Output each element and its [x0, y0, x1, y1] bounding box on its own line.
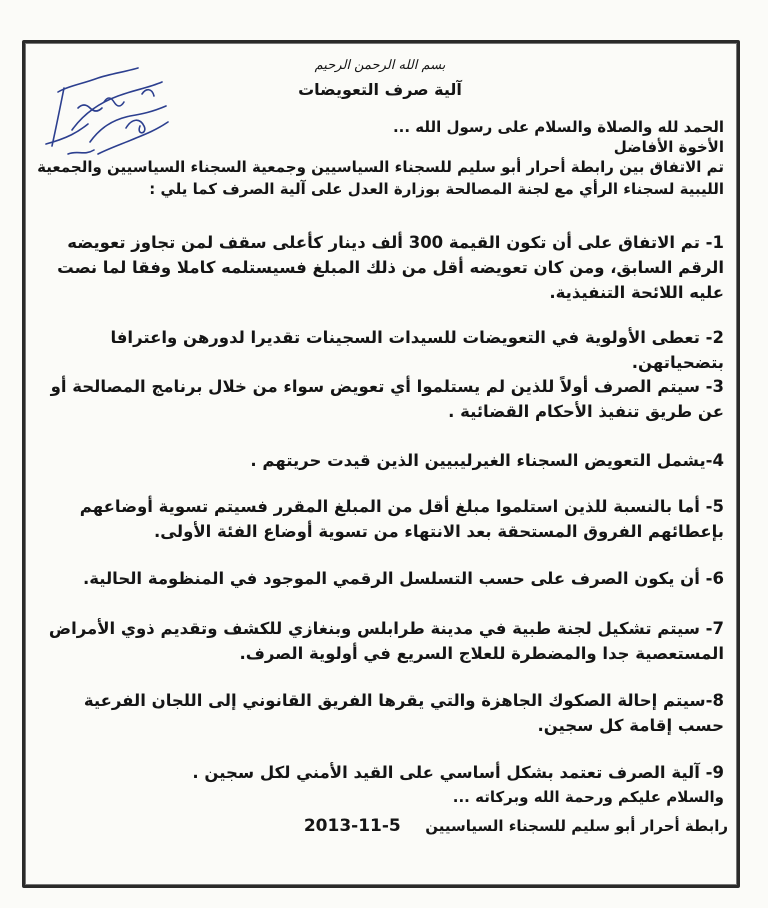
document-title: آلية صرف التعويضات: [298, 80, 462, 99]
list-item-2: 2- تعطى الأولوية في التعويضات للسيدات السجينات تقديرا لدورهن واعترافا بتضحياتهن.: [110, 328, 724, 372]
signature-organization: رابطة أحرار أبو سليم للسجناء السياسيين: [425, 817, 728, 835]
document-date: 2013-11-5: [303, 816, 401, 836]
list-item-7: 7- سيتم تشكيل لجنة طبية في مدينة طرابلس وبنغازي للكشف وتقديم ذوي الأمراض المستعصية جدا والمضطرة للعلاج السريع في أولوية الصرف.: [48, 619, 724, 663]
salutation: الأخوة الأفاضل: [613, 138, 724, 156]
closing-line: والسلام عليكم ورحمة الله وبركاته ...: [452, 788, 724, 806]
list-item-8: 8-سيتم إحالة الصكوك الجاهزة والتي يقرها الفريق القانوني إلى اللجان الفرعية حسب إقامة كل سجين.: [83, 691, 724, 735]
list-item-1: 1- تم الاتفاق على أن تكون القيمة 300 ألف دينار كأعلى سقف لمن تجاوز تعويضه الرقم السابق، ومن كان تعويضه أقل من ذلك المبلغ فسيستلمه كاملا وفقا لما نصت عليه اللائحة التنفيذية.: [57, 233, 724, 302]
list-item-4: 4-يشمل التعويض السجناء الغيرليبيين الذين قيدت حريتهم .: [250, 451, 724, 470]
basmala: بسم الله الرحمن الرحيم: [314, 58, 446, 73]
handwritten-annotation: [38, 58, 188, 168]
list-item-3: 3- سيتم الصرف أولاً للذين لم يستلموا أي تعويض سواء من خلال برنامج المصالحة أو عن طريق تنفيذ الأحكام القضائية .: [50, 377, 724, 421]
intro-paragraph: تم الاتفاق بين رابطة أحرار أبو سليم للسجناء السياسيين وجمعية السجناء السياسيين والجمعية الليبية لسجناء الرأي مع لجنة المصالحة بوزارة العدل على آلية الصرف كما يلي :: [37, 158, 724, 198]
list-item-5: 5- أما بالنسبة للذين استلموا مبلغ أقل من المبلغ المقرر فسيتم تسوية أوضاعهم بإعطائهم الفروق المستحقة بعد الانتهاء من تسوية أوضاع الفئة الأولى.: [79, 497, 724, 541]
signature-block: [304, 816, 728, 836]
list-item-6: 6- أن يكون الصرف على حسب التسلسل الرقمي الموجود في المنظومة الحالية.: [82, 569, 724, 588]
list-item-9: 9- آلية الصرف تعتمد بشكل أساسي على القيد الأمني لكل سجين .: [192, 763, 724, 782]
greeting: الحمد لله والصلاة والسلام على رسول الله ...: [392, 118, 724, 136]
